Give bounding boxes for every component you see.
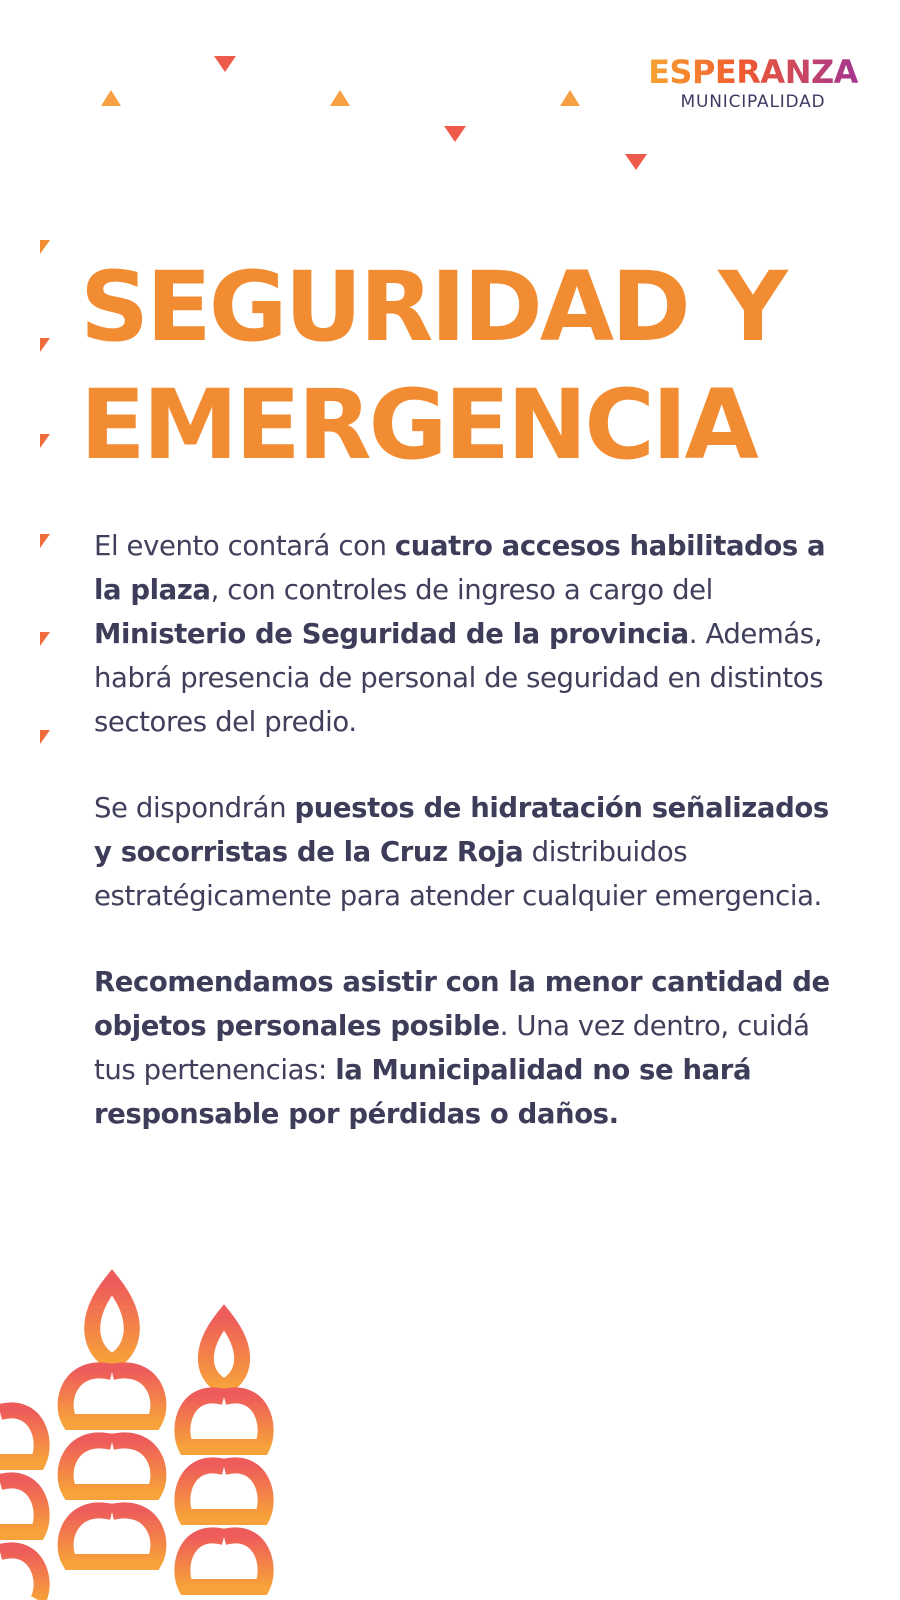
- paragraph-recommendation: [94, 960, 834, 1136]
- wheat-icon: [0, 1262, 290, 1600]
- decorative-marker-icon: [40, 434, 50, 448]
- text-span: Se dispondrán: [94, 792, 295, 824]
- decorative-marker-icon: [40, 730, 50, 744]
- title-line-1: SEGURIDAD Y: [80, 251, 785, 363]
- decorative-triangle-icon: [101, 90, 121, 106]
- logo-subtitle: MUNICIPALIDAD: [680, 92, 826, 112]
- logo-wordmark: ESPERANZA: [648, 53, 858, 91]
- bold-text: cuatro accesos habilitados a la plaza: [94, 530, 826, 606]
- text-span: . Además, habrá presencia de personal de seguridad en distintos sectores del predio.: [94, 618, 824, 738]
- decorative-marker-icon: [40, 632, 50, 646]
- decorative-triangle-icon: [214, 56, 236, 72]
- bold-text: puestos de hidratación señalizados y socorristas de la Cruz Roja: [94, 792, 829, 868]
- bold-text: Ministerio de Seguridad de la provincia: [94, 618, 689, 650]
- paragraph-hydration: [94, 786, 834, 918]
- decorative-marker-icon: [40, 534, 50, 548]
- text-span: , con controles de ingreso a cargo del: [210, 574, 713, 606]
- decorative-triangle-icon: [625, 154, 647, 170]
- decorative-triangle-icon: [444, 126, 466, 142]
- decorative-marker-icon: [40, 240, 50, 254]
- text-span: . Una vez dentro, cuidá tus pertenencias:: [94, 1010, 810, 1086]
- text-span: El evento contará con: [94, 530, 395, 562]
- decorative-triangle-icon: [330, 90, 350, 106]
- decorative-triangle-icon: [560, 90, 580, 106]
- page-title: [80, 248, 840, 484]
- body-text: [94, 524, 834, 1178]
- bold-text: la Municipalidad no se hará responsable por pérdidas o daños.: [94, 1054, 752, 1130]
- paragraph-security: [94, 524, 834, 744]
- decorative-marker-icon: [40, 338, 50, 352]
- text-span: distribuidos estratégicamente para atender cualquier emergencia.: [94, 836, 822, 912]
- esperanza-logo: [648, 55, 858, 113]
- title-line-2: EMERGENCIA: [80, 369, 756, 481]
- bold-text: Recomendamos asistir con la menor cantidad de objetos personales posible: [94, 966, 830, 1042]
